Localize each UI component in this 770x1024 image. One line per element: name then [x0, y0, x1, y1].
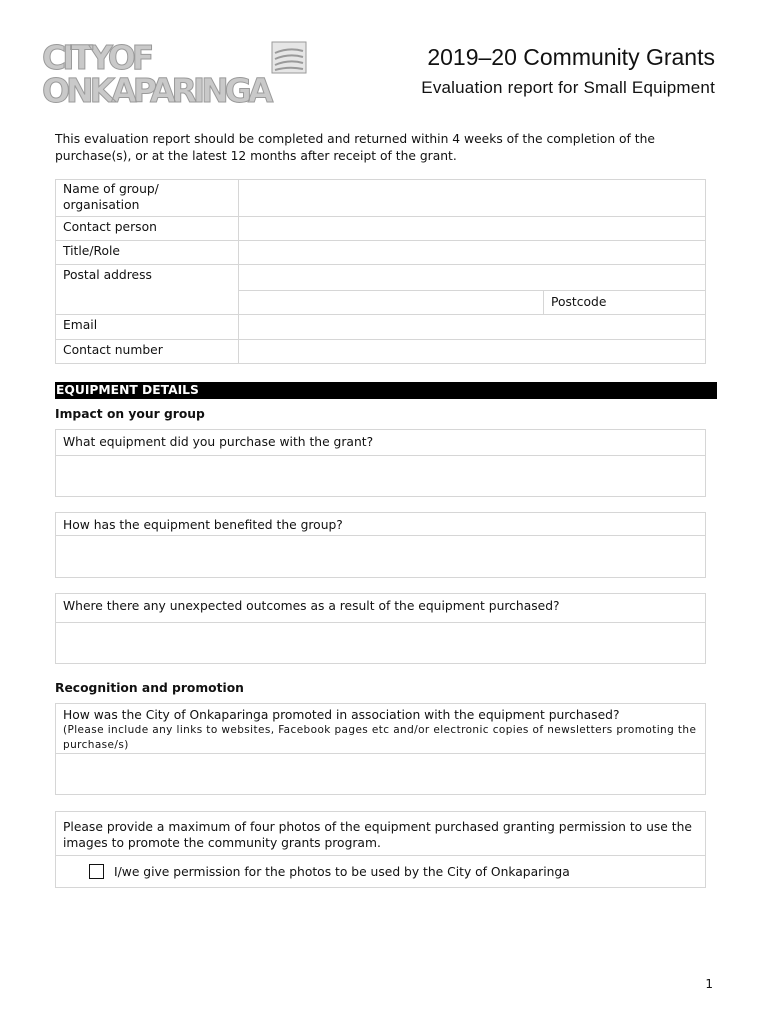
postal-address-label: Postal address — [56, 265, 239, 315]
contact-number-label: Contact number — [56, 340, 239, 364]
question-text: How was the City of Onkaparinga promoted in association with the equipment purchased? — [63, 708, 620, 722]
photos-permission-box — [55, 811, 706, 888]
contact-number-field[interactable] — [239, 340, 706, 364]
permission-label: I/we give permission for the photos to be used by the City of Onkaparinga — [114, 864, 570, 879]
answer-field[interactable] — [56, 455, 705, 496]
question-unexpected-outcomes — [55, 593, 706, 664]
form-subtitle: Evaluation report for Small Equipment — [421, 78, 715, 97]
email-label: Email — [56, 315, 239, 340]
question-text: What equipment did you purchase with the grant? — [63, 435, 374, 449]
answer-field[interactable] — [56, 753, 705, 793]
question-text: Where there any unexpected outcomes as a result of the equipment purchased? — [63, 599, 560, 613]
postal-address-line-2[interactable] — [239, 291, 543, 314]
email-field[interactable] — [239, 315, 706, 340]
answer-field[interactable] — [56, 535, 705, 577]
question-text: How has the equipment benefited the group? — [63, 518, 343, 532]
answer-field[interactable] — [56, 622, 705, 663]
photos-instruction: Please provide a maximum of four photos of the equipment purchased granting permission to use the images to promote the community grants program. — [63, 820, 692, 850]
contact-person-field[interactable] — [239, 217, 706, 241]
equipment-details-section-bar: EQUIPMENT DETAILS — [55, 382, 717, 399]
question-equipment-purchased — [55, 429, 706, 497]
question-note: (Please include any links to websites, Facebook pages etc and/or electronic copies of newsletters promoting the purchase/s) — [63, 724, 697, 751]
form-title: 2019–20 Community Grants — [427, 44, 715, 70]
title-role-field[interactable] — [239, 241, 706, 265]
postal-address-field[interactable] — [239, 265, 706, 291]
landscape-emblem-icon — [271, 41, 307, 74]
intro-text: This evaluation report should be completed and returned within 4 weeks of the completion of the purchase(s), or at the latest 12 months after receipt of the grant. — [55, 132, 655, 163]
name-of-group-label: Name of group/ organisation — [56, 180, 239, 217]
question-equipment-benefit — [55, 512, 706, 578]
name-of-group-field[interactable] — [239, 180, 706, 217]
contact-details-table — [55, 179, 706, 364]
impact-heading: Impact on your group — [55, 407, 205, 421]
logo-line-1: CITYOF — [42, 38, 151, 77]
title-role-label: Title/Role — [56, 241, 239, 265]
permission-row — [56, 855, 705, 887]
question-promotion — [55, 703, 706, 795]
page-number: 1 — [705, 977, 713, 991]
recognition-heading: Recognition and promotion — [55, 681, 244, 695]
logo-line-2: ONKAPARINGA — [42, 71, 270, 110]
postcode-label[interactable]: Postcode — [543, 291, 705, 314]
contact-person-label: Contact person — [56, 217, 239, 241]
city-of-onkaparinga-logo — [42, 38, 318, 110]
permission-checkbox[interactable] — [89, 864, 104, 879]
